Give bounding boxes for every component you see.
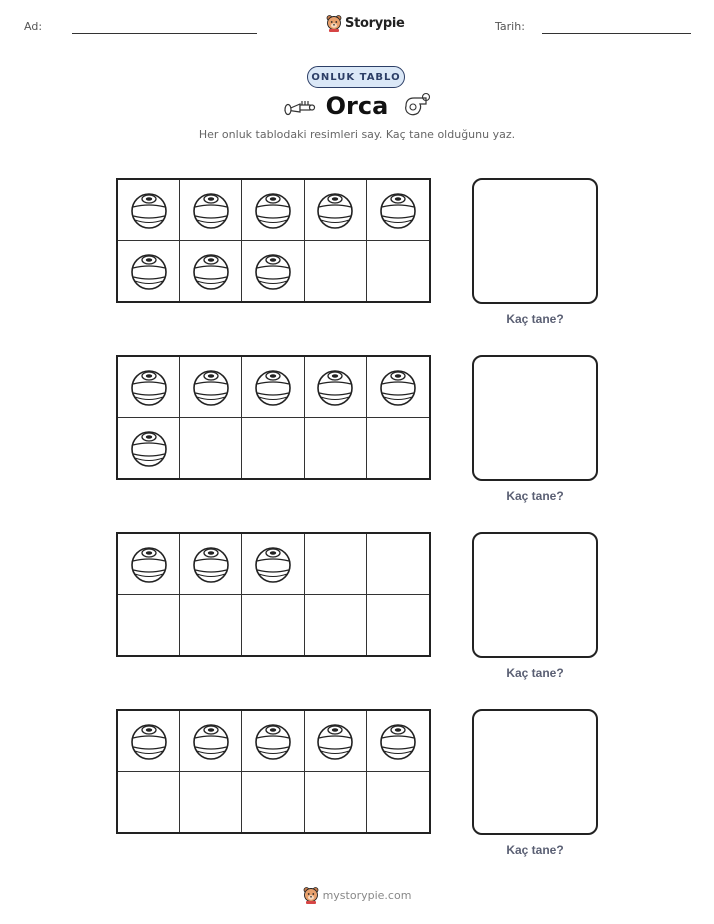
ball-icon — [315, 190, 355, 230]
ten-frame-cell — [180, 711, 242, 772]
bear-logo-icon — [326, 14, 342, 32]
ten-frame-4 — [116, 709, 431, 834]
ten-frame-cell — [367, 180, 429, 241]
ten-frame-cell — [180, 241, 242, 302]
bear-logo-icon — [303, 886, 319, 904]
ten-frame-cell — [305, 595, 367, 656]
answer-prompt-1: Kaç tane? — [506, 312, 564, 326]
ball-icon — [129, 544, 169, 584]
ten-frame-cell — [180, 595, 242, 656]
brand-logo — [326, 12, 405, 34]
ball-icon — [253, 251, 293, 291]
ten-frame-cell — [305, 534, 367, 595]
ten-frame-cell — [305, 418, 367, 479]
ten-frame-cell — [242, 772, 304, 833]
ball-icon — [253, 367, 293, 407]
ten-frame-cell — [305, 772, 367, 833]
ten-frame-cell — [305, 180, 367, 241]
ball-icon — [191, 721, 231, 761]
ten-frame-cell — [367, 357, 429, 418]
ten-frame-cell — [367, 772, 429, 833]
answer-prompt-4: Kaç tane? — [506, 843, 564, 857]
ten-frame-cell — [180, 772, 242, 833]
date-label: Tarih: — [495, 20, 525, 33]
ten-frame-cell — [118, 534, 180, 595]
ten-frame-cell — [118, 772, 180, 833]
ten-frame-cell — [242, 711, 304, 772]
answer-box-1[interactable] — [472, 178, 598, 304]
answer-box-4[interactable] — [472, 709, 598, 835]
ten-frame-cell — [118, 180, 180, 241]
ten-frame-1 — [116, 178, 431, 303]
ball-icon — [129, 721, 169, 761]
ten-frame-cell — [118, 595, 180, 656]
ball-icon — [191, 544, 231, 584]
ten-frame-cell — [367, 711, 429, 772]
answer-prompt-2: Kaç tane? — [506, 489, 564, 503]
ball-icon — [191, 367, 231, 407]
answer-box-2[interactable] — [472, 355, 598, 481]
ball-icon — [315, 367, 355, 407]
whistle-icon — [400, 92, 434, 120]
worksheet-type-badge: ONLUK TABLO — [307, 66, 405, 88]
page-title: Orca — [325, 92, 389, 120]
date-write-line — [542, 33, 691, 34]
ball-icon — [191, 190, 231, 230]
ball-icon — [129, 367, 169, 407]
ten-frame-cell — [242, 418, 304, 479]
ten-frame-cell — [367, 534, 429, 595]
ten-frame-cell — [242, 180, 304, 241]
ten-frame-cell — [367, 595, 429, 656]
ten-frame-cell — [367, 241, 429, 302]
footer — [0, 886, 714, 904]
ball-icon — [129, 251, 169, 291]
ten-frame-2 — [116, 355, 431, 480]
answer-prompt-3: Kaç tane? — [506, 666, 564, 680]
ten-frame-cell — [180, 180, 242, 241]
ball-icon — [315, 721, 355, 761]
ball-icon — [129, 190, 169, 230]
ten-frame-cell — [242, 357, 304, 418]
ball-icon — [253, 544, 293, 584]
ten-frame-cell — [242, 595, 304, 656]
ball-icon — [129, 428, 169, 468]
ten-frame-cell — [305, 357, 367, 418]
ten-frame-cell — [118, 241, 180, 302]
ten-frame-cell — [367, 418, 429, 479]
ten-frame-cell — [180, 418, 242, 479]
answer-box-3[interactable] — [472, 532, 598, 658]
ten-frame-cell — [242, 534, 304, 595]
ten-frame-cell — [180, 534, 242, 595]
ten-frame-cell — [242, 241, 304, 302]
instructions: Her onluk tablodaki resimleri say. Kaç tane olduğunu yaz. — [198, 128, 516, 141]
ball-icon — [378, 190, 418, 230]
ten-frame-cell — [305, 711, 367, 772]
name-write-line — [72, 33, 257, 34]
ten-frame-3 — [116, 532, 431, 657]
ten-frame-cell — [118, 357, 180, 418]
brand-name: Storypie — [345, 15, 405, 31]
ten-frame-cell — [118, 418, 180, 479]
name-label: Ad: — [24, 20, 43, 33]
ten-frame-cell — [180, 357, 242, 418]
ten-frame-cell — [118, 711, 180, 772]
ball-icon — [378, 721, 418, 761]
footer-url: mystorypie.com — [322, 888, 412, 902]
ball-icon — [253, 190, 293, 230]
ball-icon — [253, 721, 293, 761]
ball-icon — [378, 367, 418, 407]
ten-frame-cell — [305, 241, 367, 302]
ball-icon — [191, 251, 231, 291]
